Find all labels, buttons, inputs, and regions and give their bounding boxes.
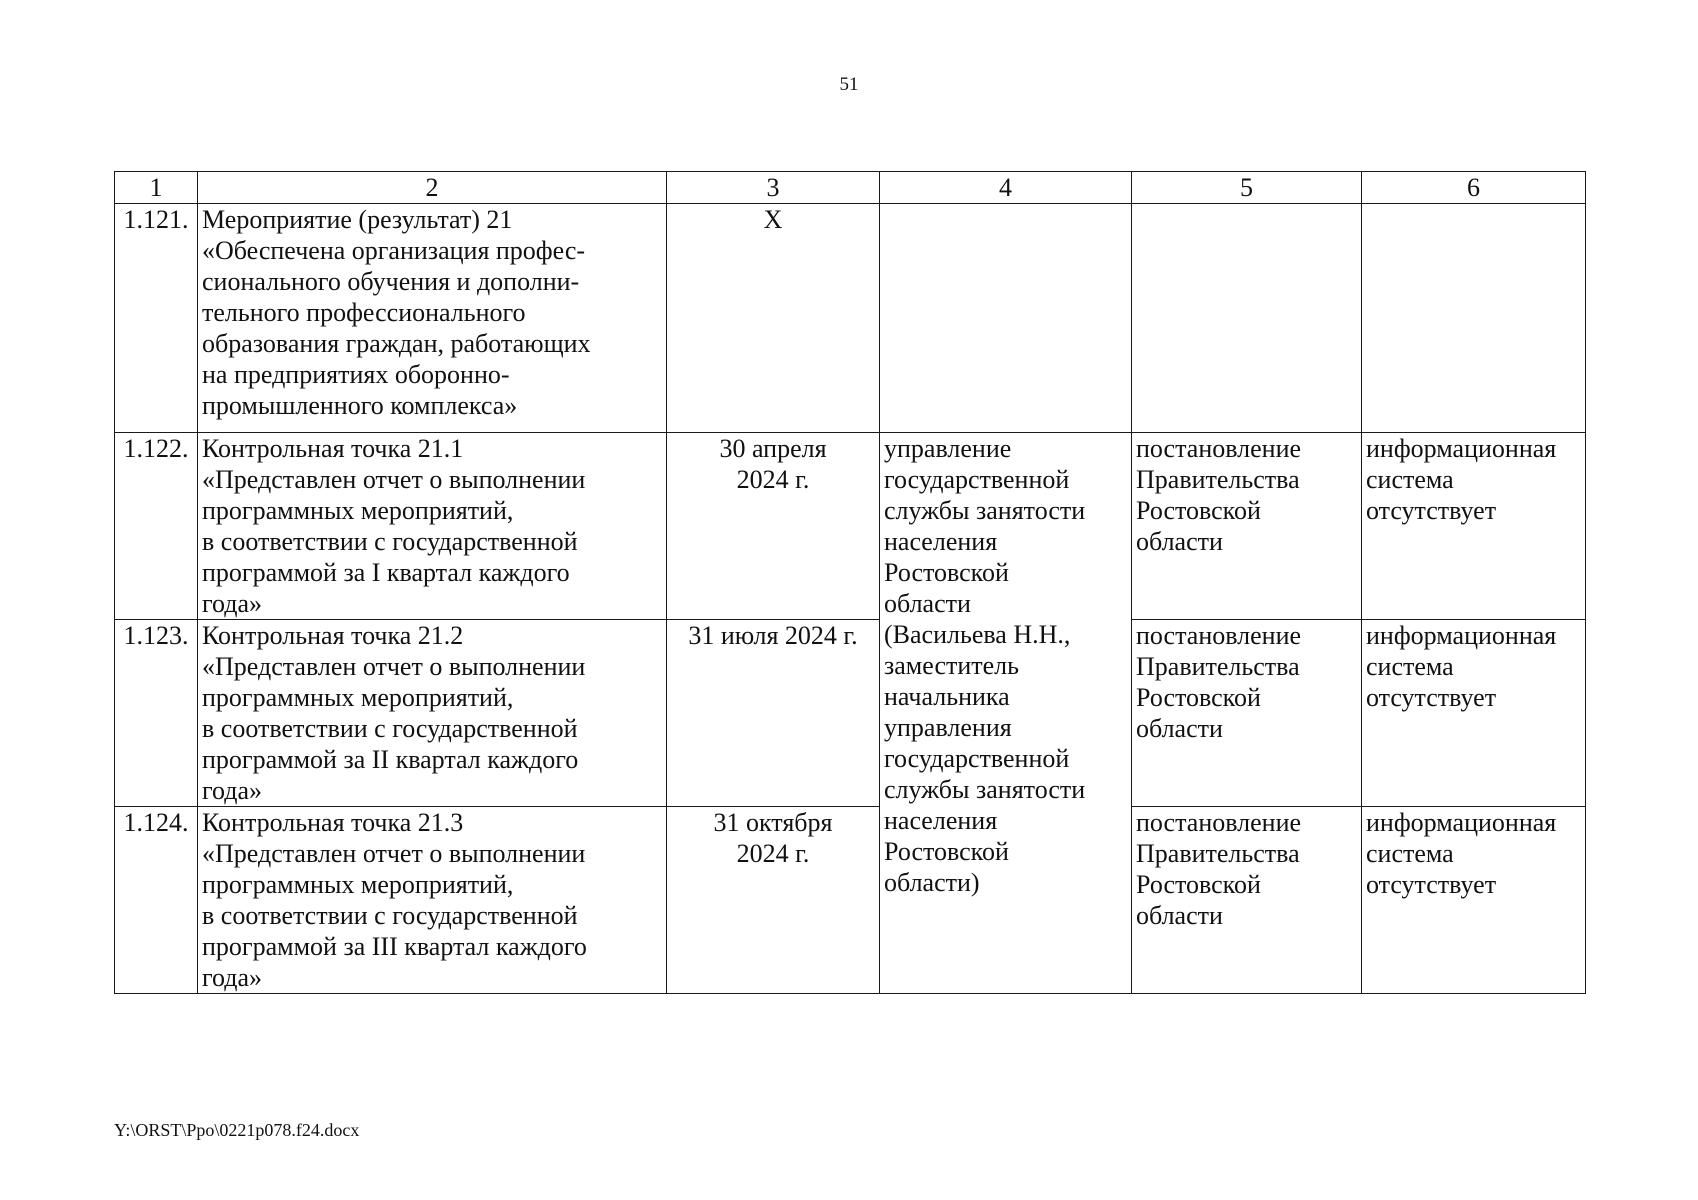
row-number: 1.124. [115,807,198,994]
responsible [880,204,1132,433]
table-header-row [115,172,1586,204]
control-point-name: Контрольная точка 21.1 «Представлен отчет о выполнении программных мероприятий, в соответствии с государственной программой за I квартал каждого года» [198,433,667,620]
information-system: информационная система отсутствует [1362,807,1586,994]
row-number: 1.123. [115,620,198,807]
shared-responsible: управление государственной службы занятости населения Ростовской области (Васильева Н.Н., заместитель начальника управления государственной службы занятости населения Ростовской области) [880,433,1132,994]
control-point-name: Контрольная точка 21.3 «Представлен отчет о выполнении программных мероприятий, в соответствии с государственной программой за III квартал каждого года» [198,807,667,994]
footer-file-path: Y:\ORST\Ppo\0221p078.f24.docx [114,1120,360,1140]
column-header: 4 [880,172,1132,204]
table-row [115,807,1586,994]
document-type [1132,204,1362,433]
document-type: постановление Правительства Ростовской области [1132,807,1362,994]
table-row [115,620,1586,807]
column-header: 3 [667,172,880,204]
document-type: постановление Правительства Ростовской области [1132,433,1362,620]
deadline: Х [667,204,880,433]
column-header: 1 [115,172,198,204]
column-header: 6 [1362,172,1586,204]
information-system [1362,204,1586,433]
table-row [115,204,1586,433]
deadline: 31 октября 2024 г. [667,807,880,994]
control-point-name: Контрольная точка 21.2 «Представлен отчет о выполнении программных мероприятий, в соответствии с государственной программой за II квартал каждого года» [198,620,667,807]
row-number: 1.122. [115,433,198,620]
row-number: 1.121. [115,204,198,433]
table-row [115,433,1586,620]
deadline: 30 апреля 2024 г. [667,433,880,620]
event-name: Мероприятие (результат) 21 «Обеспечена организация профес- сионального обучения и дополни- тельного профессионального образования граждан, работающих на предприятиях оборонно- промышленного комплекса» [198,204,667,433]
information-system: информационная система отсутствует [1362,620,1586,807]
information-system: информационная система отсутствует [1362,433,1586,620]
page-number: 51 [839,74,859,95]
deadline: 31 июля 2024 г. [667,620,880,807]
document-type: постановление Правительства Ростовской области [1132,620,1362,807]
plan-table [114,171,1586,994]
column-header: 5 [1132,172,1362,204]
column-header: 2 [198,172,667,204]
